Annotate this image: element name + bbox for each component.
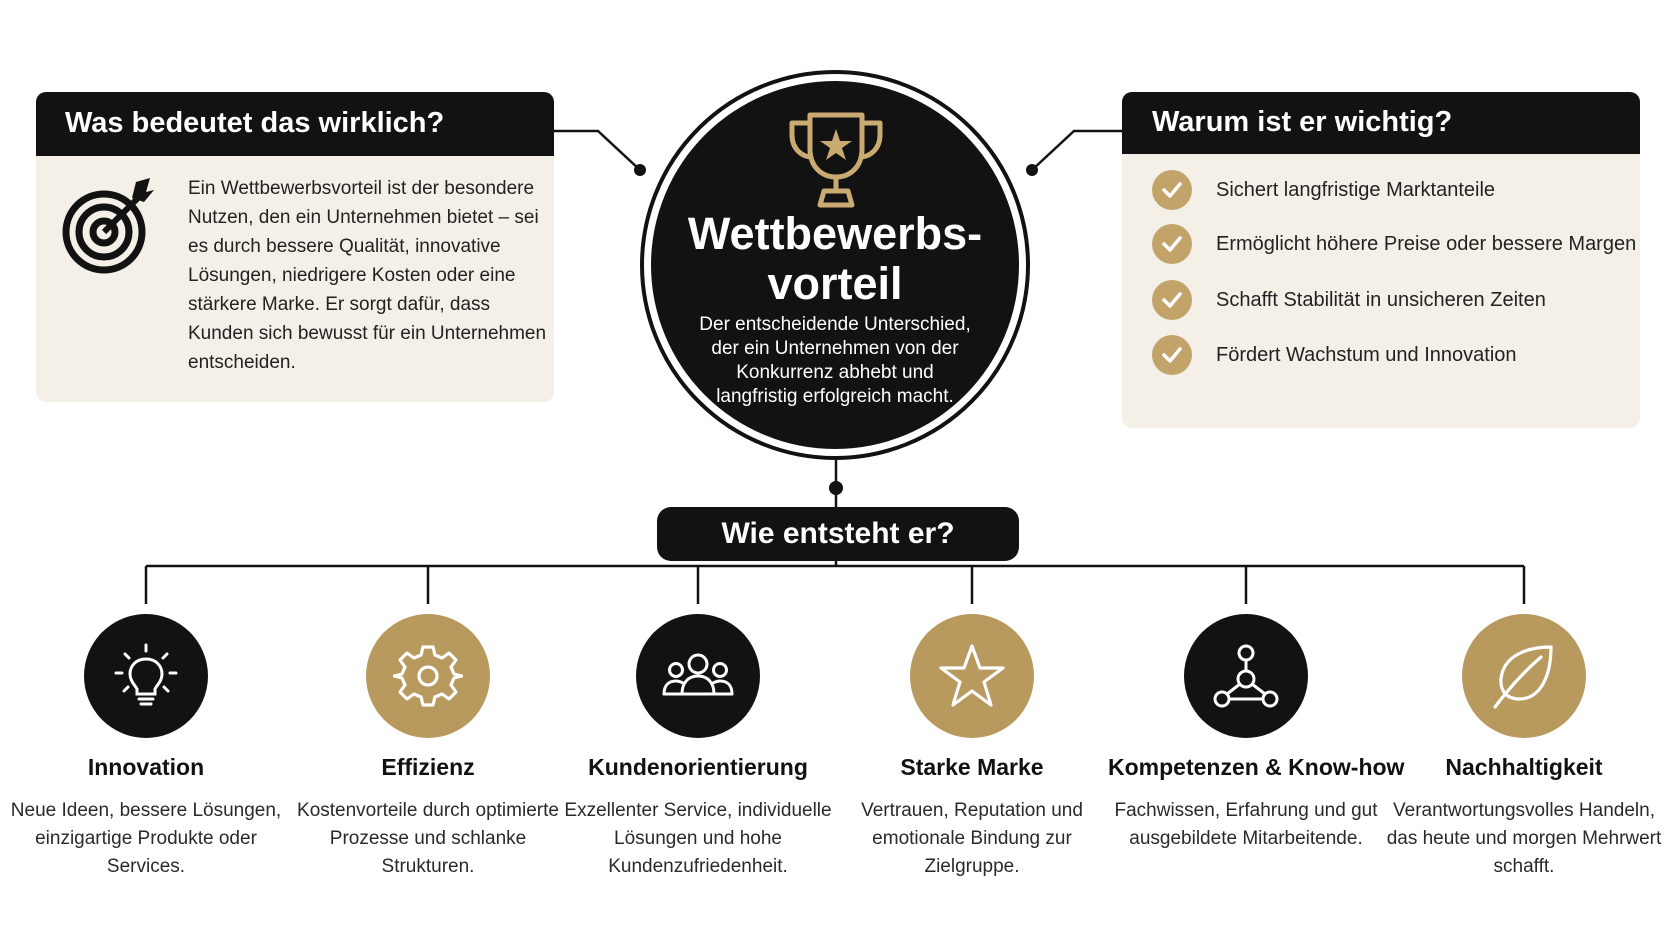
importance-item-text: Sichert langfristige Marktanteile — [1216, 178, 1496, 201]
factor-title: Effizienz — [381, 754, 475, 780]
importance-item-text: Schafft Stabilität in unsicheren Zeiten — [1216, 288, 1546, 311]
check-icon — [1152, 280, 1192, 320]
center-title — [651, 209, 1019, 309]
factor-icon-circle — [1462, 614, 1586, 738]
gear-icon — [393, 641, 463, 711]
factor-title: Starke Marke — [900, 754, 1044, 780]
factor-title: Kompetenzen & Know-how — [1108, 754, 1405, 780]
factor-starke-marke — [834, 614, 1110, 881]
definition-card-header — [36, 92, 554, 156]
center-circle — [651, 81, 1019, 449]
check-icon — [1152, 170, 1192, 210]
factor-nachhaltigkeit — [1386, 614, 1662, 881]
people-icon — [660, 646, 736, 706]
importance-item-text: Fördert Wachstum und Innovation — [1216, 343, 1517, 366]
factor-icon-circle — [84, 614, 208, 738]
factor-description: Neue Ideen, bessere Lösungen, einzigartige Produkte oder Services. — [10, 800, 282, 877]
factor-title: Innovation — [87, 754, 205, 780]
factor-title: Nachhaltigkeit — [1445, 754, 1603, 780]
importance-card-header — [1122, 92, 1640, 154]
definition-card — [36, 92, 554, 402]
target-icon — [60, 176, 160, 276]
leaf-icon — [1489, 641, 1559, 711]
how-title-pill: Wie entsteht er? — [657, 507, 1019, 561]
factor-description: Exzellenter Service, individuelle Lösungen und hohe Kundenzufriedenheit. — [564, 800, 832, 877]
importance-item — [1152, 170, 1495, 210]
factor-kundenorientierung — [560, 614, 836, 881]
center-title-line2: vorteil — [767, 258, 903, 309]
definition-text: Ein Wettbewerbsvorteil ist der besondere Nutzen, den ein Unternehmen bietet – sei es durch bessere Qualität, innovative Lösungen, niedrigere Kosten oder eine stärkere Marke. Er sorgt dafür, dass Kunden sich bewusst für ein Unternehmen entscheiden. — [188, 178, 547, 373]
factor-description: Verantwortungsvolles Handeln, das heute und morgen Mehrwert schafft. — [1386, 800, 1662, 877]
star-icon — [937, 641, 1007, 711]
importance-card-title: Warum ist er wichtig? — [1152, 106, 1453, 138]
factor-description: Fachwissen, Erfahrung und gut ausgebildete Mitarbeitende. — [1114, 800, 1378, 849]
importance-item — [1152, 224, 1636, 264]
check-icon — [1152, 224, 1192, 264]
factor-icon-circle — [366, 614, 490, 738]
check-icon — [1152, 335, 1192, 375]
importance-card — [1122, 92, 1640, 428]
center-title-line1: Wettbewerbs- — [687, 208, 983, 259]
factor-description: Kostenvorteile durch optimierte Prozesse und schlanke Strukturen. — [297, 800, 559, 877]
factor-kompetenzen — [1108, 614, 1405, 853]
factor-description: Vertrauen, Reputation und emotionale Bindung zur Zielgruppe. — [861, 800, 1083, 877]
center-subtitle: Der entscheidende Unterschied, der ein Unternehmen von der Konkurrenz abhebt und langfristig erfolgreich macht. — [699, 314, 971, 407]
definition-card-title: Was bedeutet das wirklich? — [65, 107, 445, 139]
importance-item — [1152, 335, 1517, 375]
factor-icon-circle — [636, 614, 760, 738]
factor-icon-circle — [910, 614, 1034, 738]
factor-effizienz — [290, 614, 566, 881]
factor-innovation — [8, 614, 284, 881]
trophy-icon — [784, 105, 888, 213]
importance-item-text: Ermöglicht höhere Preise oder bessere Margen — [1216, 232, 1637, 255]
factor-icon-circle — [1184, 614, 1308, 738]
importance-item — [1152, 280, 1546, 320]
lightbulb-icon — [111, 641, 181, 711]
factor-title: Kundenorientierung — [588, 754, 808, 780]
network-icon — [1211, 641, 1281, 711]
